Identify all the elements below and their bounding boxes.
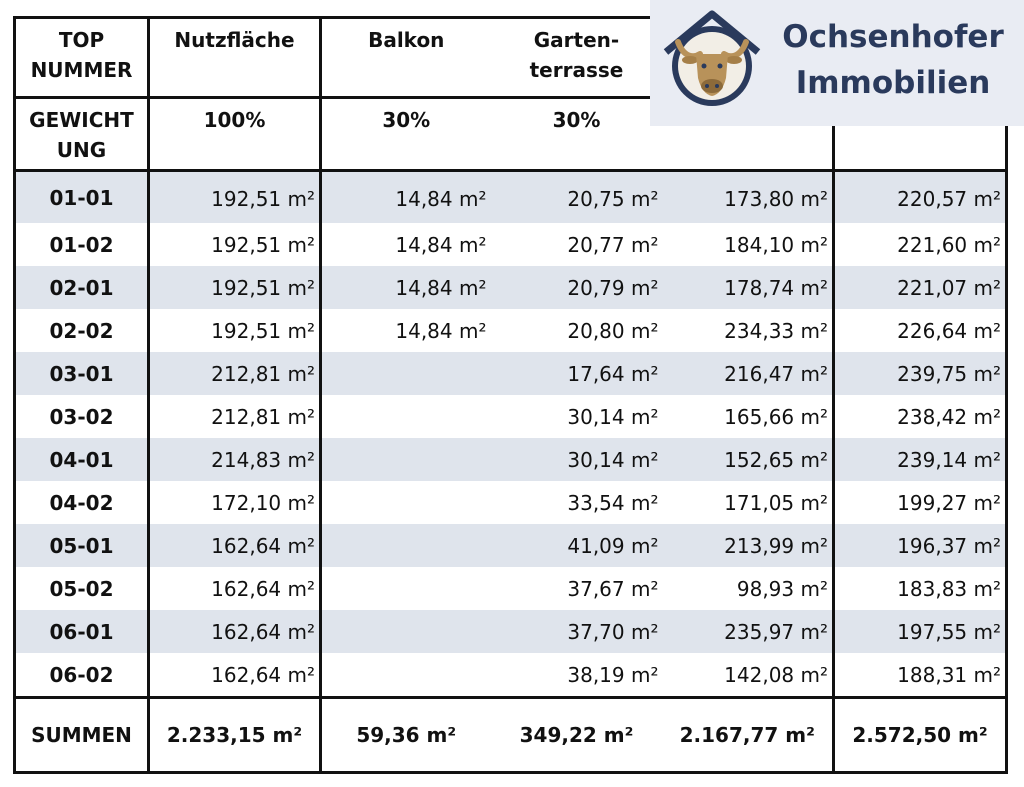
cell-garten: 178,74 m² [663,266,834,309]
header-nutzflaeche-label: Nutzfläche [174,28,295,52]
header-nutzflaeche [149,18,321,98]
cell-top-nummer: 01-01 [15,171,149,224]
cell-summe: 183,83 m² [834,567,1007,610]
cell-summe: 197,55 m² [834,610,1007,653]
cell-garten: 216,47 m² [663,352,834,395]
company-name-line2: Immobilien [795,65,991,101]
cell-summe: 226,64 m² [834,309,1007,352]
cell-summe: 221,07 m² [834,266,1007,309]
bull-head-logo-icon [658,8,766,112]
table-row [15,610,1007,653]
weight-balkon [321,98,491,171]
cell-top-nummer: 03-01 [15,352,149,395]
table-row [15,171,1007,224]
cell-balkon: 14,84 m² [395,318,487,343]
weight-gartenterrasse-value: 30% [552,108,601,132]
total-gartenterrasse: 349,22 m² [491,698,663,773]
header-garten-label: Garten- [533,28,620,52]
cell-nutzflaeche: 192,51 m² [149,309,321,352]
total-garten: 2.167,77 m² [663,698,834,773]
cell-nutzflaeche: 192,51 m² [149,266,321,309]
cell-top-nummer: 05-01 [15,524,149,567]
total-balkon: 59,36 m² [321,698,491,773]
weight-balkon-value: 30% [382,108,431,132]
table-row [15,438,1007,481]
cell-nutzflaeche: 214,83 m² [149,438,321,481]
cell-summe: 220,57 m² [834,171,1007,224]
cell-balkon [321,438,491,481]
cell-nutzflaeche: 162,64 m² [149,610,321,653]
cell-garten: 235,97 m² [663,610,834,653]
cell-garten: 152,65 m² [663,438,834,481]
cell-gartenterrasse: 30,14 m² [491,438,663,481]
cell-gartenterrasse: 37,70 m² [491,610,663,653]
cell-gartenterrasse: 41,09 m² [491,524,663,567]
cell-summe: 239,14 m² [834,438,1007,481]
cell-top-nummer: 04-01 [15,438,149,481]
cell-top-nummer: 06-02 [15,653,149,698]
cell-top-nummer: 03-02 [15,395,149,438]
company-name [768,14,1018,106]
cell-nutzflaeche: 162,64 m² [149,567,321,610]
cell-garten: 165,66 m² [663,395,834,438]
cell-top-nummer: 02-02 [15,309,149,352]
cell-summe: 199,27 m² [834,481,1007,524]
table-row [15,481,1007,524]
cell-gartenterrasse: 20,80 m² [567,318,659,343]
company-name-line1: Ochsenhofer [782,19,1004,55]
table-row [15,524,1007,567]
cell-garten: 213,99 m² [663,524,834,567]
cell-top-nummer: 02-01 [15,266,149,309]
table-row [15,395,1007,438]
cell-top-nummer: 06-01 [15,610,149,653]
header-gewicht-label: GEWICHT [29,108,134,132]
header-balkon [321,18,491,98]
cell-nutzflaeche: 212,81 m² [149,395,321,438]
cell-gartenterrasse: 20,79 m² [491,266,663,309]
cell-summe: 238,42 m² [834,395,1007,438]
cell-gartenterrasse: 20,75 m² [491,171,663,224]
cell-nutzflaeche: 192,51 m² [149,223,321,266]
cell-balkon [321,653,491,698]
area-table [13,16,1008,774]
cell-nutzflaeche: 162,64 m² [149,653,321,698]
cell-gartenterrasse: 20,77 m² [567,232,659,257]
header-top-label: TOP [58,28,105,52]
cell-gartenterrasse: 17,64 m² [491,352,663,395]
cell-gartenterrasse: 37,67 m² [567,576,659,601]
cell-summe: 196,37 m² [834,524,1007,567]
header-ung-label: UNG [56,138,107,162]
cell-summe: 188,31 m² [834,653,1007,698]
cell-garten: 142,08 m² [663,653,834,698]
cell-top-nummer: 04-02 [15,481,149,524]
totals-row [15,698,1007,773]
cell-balkon [321,352,491,395]
header-gartenterrasse [491,18,663,98]
area-table-body [15,171,1007,698]
header-gewichtung [15,98,149,171]
cell-balkon [321,567,491,610]
cell-summe: 221,60 m² [834,223,1007,266]
weight-gartenterrasse [491,98,663,171]
cell-balkon [321,395,491,438]
cell-summe: 239,75 m² [834,352,1007,395]
cell-gartenterrasse: 30,14 m² [567,404,659,429]
cell-balkon [321,481,491,524]
cell-balkon [321,610,491,653]
total-nutzflaeche: 2.233,15 m² [149,698,321,773]
cell-garten: 234,33 m² [663,309,834,352]
cell-balkon: 14,84 m² [321,171,491,224]
cell-gartenterrasse: 33,54 m² [567,490,659,515]
table-row [15,223,1007,266]
cell-nutzflaeche: 212,81 m² [149,352,321,395]
cell-balkon: 14,84 m² [395,232,487,257]
cell-gartenterrasse: 38,19 m² [567,662,659,687]
cell-top-nummer: 05-02 [15,567,149,610]
totals-label: SUMMEN [15,698,149,773]
header-terrasse-label: terrasse [529,58,624,82]
area-table-sheet [13,16,1005,761]
cell-garten: 184,10 m² [663,223,834,266]
table-row [15,352,1007,395]
cell-balkon: 14,84 m² [321,266,491,309]
company-logo-banner [650,0,1024,126]
cell-top-nummer: 01-02 [15,223,149,266]
table-row [15,309,1007,352]
cell-garten: 98,93 m² [663,567,834,610]
cell-garten: 173,80 m² [663,171,834,224]
cell-nutzflaeche: 192,51 m² [149,171,321,224]
cell-balkon [321,524,491,567]
total-summe: 2.572,50 m² [834,698,1007,773]
table-row [15,266,1007,309]
weight-nutzflaeche-value: 100% [203,108,266,132]
cell-garten: 171,05 m² [663,481,834,524]
weight-nutzflaeche [149,98,321,171]
cell-nutzflaeche: 172,10 m² [149,481,321,524]
table-row [15,653,1007,698]
header-top-nummer [15,18,149,98]
header-nummer-label: NUMMER [30,58,133,82]
cell-nutzflaeche: 162,64 m² [149,524,321,567]
table-row [15,567,1007,610]
header-balkon-label: Balkon [368,28,445,52]
